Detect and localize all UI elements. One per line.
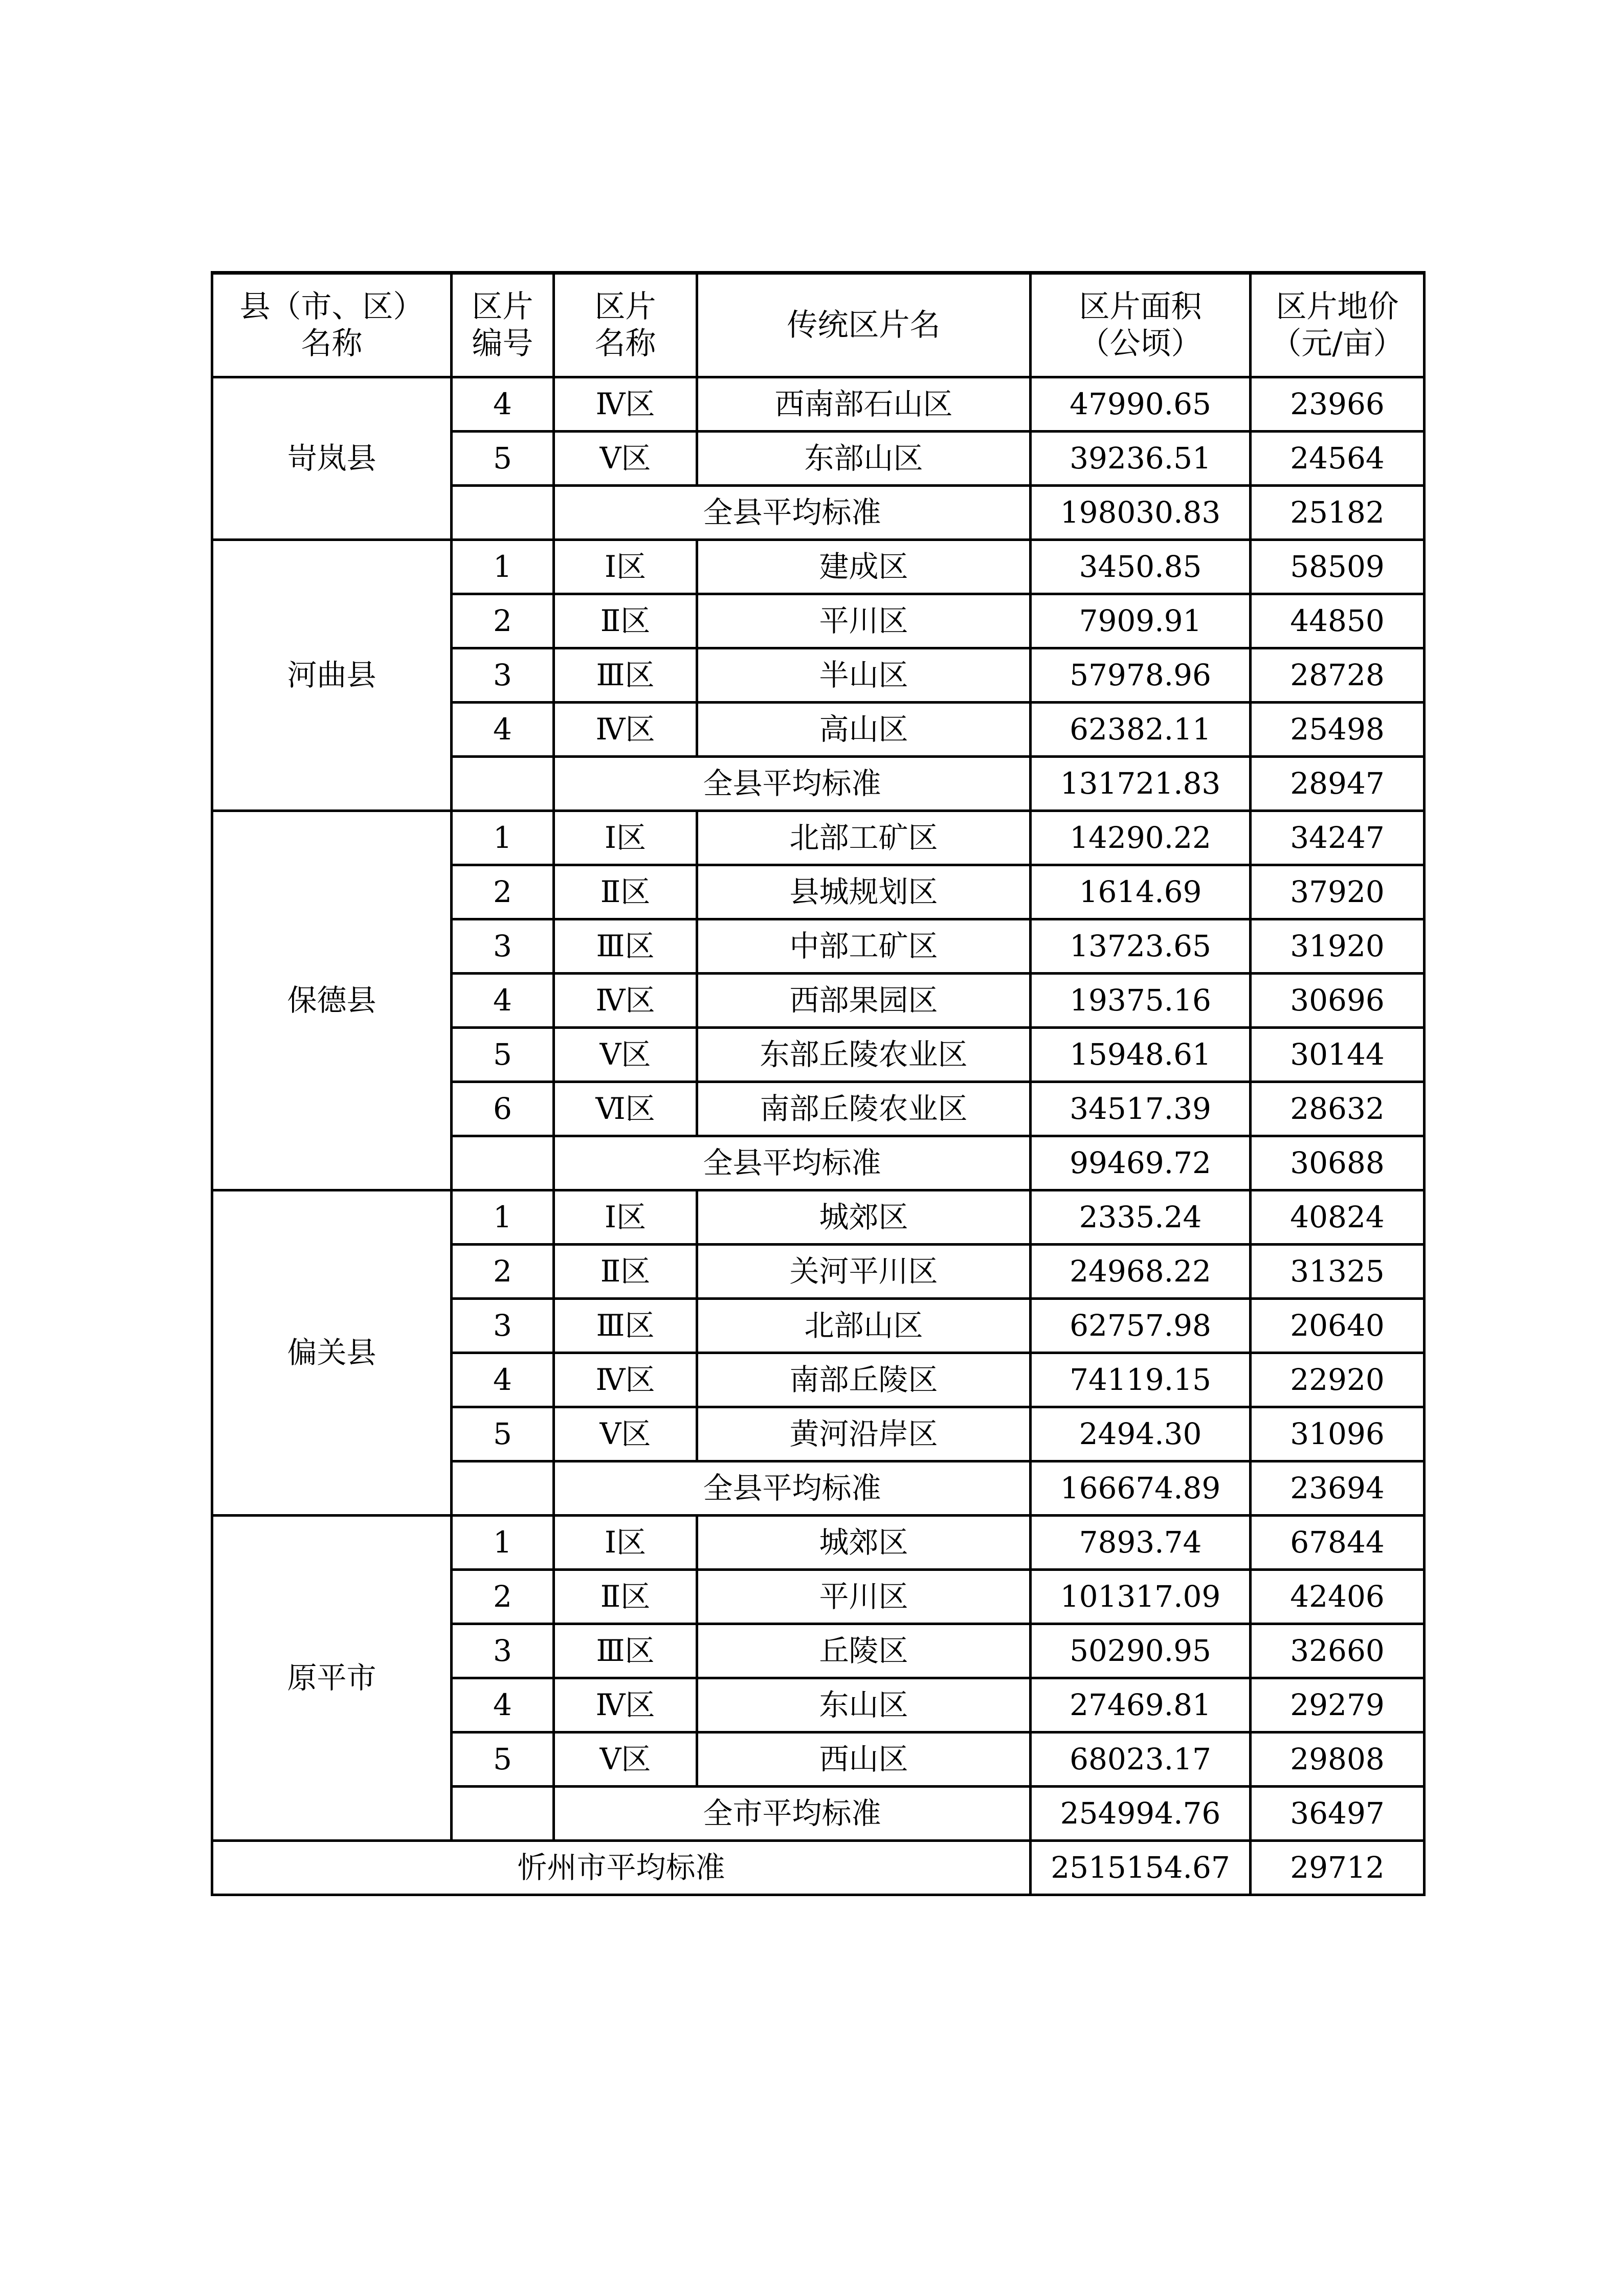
- zone-area: 14290.22: [1031, 811, 1251, 865]
- table-row: [212, 1516, 1425, 1570]
- zone-no: 5: [452, 1407, 554, 1461]
- traditional-name: 建成区: [697, 540, 1031, 594]
- summary-area: 99469.72: [1031, 1136, 1251, 1190]
- zone-area: 57978.96: [1031, 648, 1251, 703]
- header-area: [1031, 273, 1251, 377]
- zone-name: Ⅱ区: [554, 1570, 697, 1624]
- zone-price: 37920: [1251, 865, 1425, 919]
- summary-price: 28947: [1251, 757, 1425, 811]
- zone-area: 47990.65: [1031, 377, 1251, 432]
- header-traditional-name: 传统区片名: [697, 273, 1031, 377]
- zone-price: 34247: [1251, 811, 1425, 865]
- grand-total-area: 2515154.67: [1031, 1841, 1251, 1895]
- zone-area: 2494.30: [1031, 1407, 1251, 1461]
- table-row: [212, 377, 1425, 432]
- zone-no: 1: [452, 1516, 554, 1570]
- traditional-name: 东部山区: [697, 432, 1031, 486]
- header-zone-name: [554, 273, 697, 377]
- header-county: [212, 273, 452, 377]
- zone-price: 24564: [1251, 432, 1425, 486]
- summary-label: 全县平均标准: [554, 1136, 1031, 1190]
- zone-no: 3: [452, 648, 554, 703]
- zone-name: Ⅳ区: [554, 377, 697, 432]
- zone-price: 29808: [1251, 1732, 1425, 1787]
- header-county-line2: 名称: [301, 326, 363, 362]
- zone-area: 74119.15: [1031, 1353, 1251, 1407]
- traditional-name: 东山区: [697, 1678, 1031, 1732]
- zone-area: 27469.81: [1031, 1678, 1251, 1732]
- zone-price: 30696: [1251, 974, 1425, 1028]
- zone-name: Ⅳ区: [554, 703, 697, 757]
- county-name: 河曲县: [212, 540, 452, 811]
- header-zone-name-line2: 名称: [594, 326, 656, 362]
- zone-no: 1: [452, 1190, 554, 1245]
- county-name: 保德县: [212, 811, 452, 1190]
- zone-no: 2: [452, 1570, 554, 1624]
- zone-area: 15948.61: [1031, 1028, 1251, 1082]
- zone-no: 1: [452, 811, 554, 865]
- zone-name: Ⅰ区: [554, 540, 697, 594]
- empty-cell: [452, 1461, 554, 1516]
- zone-area: 1614.69: [1031, 865, 1251, 919]
- zone-price: 31920: [1251, 919, 1425, 974]
- zone-no: 4: [452, 974, 554, 1028]
- zone-no: 4: [452, 377, 554, 432]
- zone-area: 34517.39: [1031, 1082, 1251, 1136]
- zone-no: 4: [452, 1353, 554, 1407]
- header-price-line1: 区片地价: [1276, 289, 1399, 325]
- zone-price: 29279: [1251, 1678, 1425, 1732]
- zone-name: Ⅴ区: [554, 1732, 697, 1787]
- traditional-name: 西南部石山区: [697, 377, 1031, 432]
- zone-area: 7909.91: [1031, 594, 1251, 648]
- zone-price: 22920: [1251, 1353, 1425, 1407]
- traditional-name: 东部丘陵农业区: [697, 1028, 1031, 1082]
- zone-price: 28728: [1251, 648, 1425, 703]
- zone-price: 31096: [1251, 1407, 1425, 1461]
- county-name: 原平市: [212, 1516, 452, 1841]
- zone-area: 24968.22: [1031, 1245, 1251, 1299]
- zone-price: 30144: [1251, 1028, 1425, 1082]
- zone-no: 5: [452, 1732, 554, 1787]
- zone-name: Ⅰ区: [554, 1516, 697, 1570]
- summary-area: 198030.83: [1031, 486, 1251, 540]
- summary-area: 166674.89: [1031, 1461, 1251, 1516]
- zone-name: Ⅰ区: [554, 811, 697, 865]
- header-county-line1: 县（市、区）: [239, 289, 424, 325]
- header-zone-no-line1: 区片: [472, 289, 533, 325]
- county-name: 岢岚县: [212, 377, 452, 540]
- zone-price: 44850: [1251, 594, 1425, 648]
- zone-no: 4: [452, 703, 554, 757]
- traditional-name: 关河平川区: [697, 1245, 1031, 1299]
- zone-area: 101317.09: [1031, 1570, 1251, 1624]
- zone-name: Ⅱ区: [554, 865, 697, 919]
- summary-price: 36497: [1251, 1787, 1425, 1841]
- summary-label: 全县平均标准: [554, 1461, 1031, 1516]
- zone-price: 25498: [1251, 703, 1425, 757]
- zone-name: Ⅳ区: [554, 1678, 697, 1732]
- zone-price: 40824: [1251, 1190, 1425, 1245]
- header-zone-no-line2: 编号: [472, 326, 533, 362]
- zone-price: 42406: [1251, 1570, 1425, 1624]
- zone-price: 28632: [1251, 1082, 1425, 1136]
- zone-area: 19375.16: [1031, 974, 1251, 1028]
- traditional-name: 丘陵区: [697, 1624, 1031, 1678]
- zone-name: Ⅰ区: [554, 1190, 697, 1245]
- zone-name: Ⅲ区: [554, 648, 697, 703]
- traditional-name: 半山区: [697, 648, 1031, 703]
- zone-area: 62757.98: [1031, 1299, 1251, 1353]
- zone-area: 3450.85: [1031, 540, 1251, 594]
- table-row: [212, 1190, 1425, 1245]
- traditional-name: 黄河沿岸区: [697, 1407, 1031, 1461]
- table-row: [212, 811, 1425, 865]
- traditional-name: 西山区: [697, 1732, 1031, 1787]
- zone-name: Ⅲ区: [554, 1624, 697, 1678]
- zone-name: Ⅴ区: [554, 1407, 697, 1461]
- zone-area: 50290.95: [1031, 1624, 1251, 1678]
- traditional-name: 北部山区: [697, 1299, 1031, 1353]
- zone-no: 5: [452, 1028, 554, 1082]
- zone-no: 3: [452, 1624, 554, 1678]
- zone-no: 3: [452, 1299, 554, 1353]
- zone-area: 2335.24: [1031, 1190, 1251, 1245]
- traditional-name: 县城规划区: [697, 865, 1031, 919]
- header-area-line1: 区片面积: [1079, 289, 1202, 325]
- traditional-name: 中部工矿区: [697, 919, 1031, 974]
- traditional-name: 平川区: [697, 1570, 1031, 1624]
- empty-cell: [452, 1787, 554, 1841]
- zone-no: 1: [452, 540, 554, 594]
- zone-price: 67844: [1251, 1516, 1425, 1570]
- grand-total-row: [212, 1841, 1425, 1895]
- table-row: [212, 540, 1425, 594]
- zone-name: Ⅳ区: [554, 974, 697, 1028]
- zone-name: Ⅵ区: [554, 1082, 697, 1136]
- zone-no: 2: [452, 865, 554, 919]
- zone-no: 4: [452, 1678, 554, 1732]
- traditional-name: 城郊区: [697, 1190, 1031, 1245]
- zone-no: 2: [452, 1245, 554, 1299]
- summary-label: 全县平均标准: [554, 757, 1031, 811]
- zone-price: 23966: [1251, 377, 1425, 432]
- zone-area: 68023.17: [1031, 1732, 1251, 1787]
- zone-name: Ⅱ区: [554, 594, 697, 648]
- county-name: 偏关县: [212, 1190, 452, 1516]
- empty-cell: [452, 1136, 554, 1190]
- zone-name: Ⅳ区: [554, 1353, 697, 1407]
- header-zone-no: [452, 273, 554, 377]
- zone-name: Ⅱ区: [554, 1245, 697, 1299]
- summary-label: 全市平均标准: [554, 1787, 1031, 1841]
- summary-area: 131721.83: [1031, 757, 1251, 811]
- zone-name: Ⅴ区: [554, 432, 697, 486]
- zone-price: 31325: [1251, 1245, 1425, 1299]
- summary-price: 25182: [1251, 486, 1425, 540]
- traditional-name: 西部果园区: [697, 974, 1031, 1028]
- zone-no: 2: [452, 594, 554, 648]
- header-zone-name-line1: 区片: [594, 289, 656, 325]
- zone-price: 32660: [1251, 1624, 1425, 1678]
- empty-cell: [452, 486, 554, 540]
- header-price-line2: （元/亩）: [1271, 326, 1404, 362]
- traditional-name: 北部工矿区: [697, 811, 1031, 865]
- header-price: [1251, 273, 1425, 377]
- traditional-name: 南部丘陵农业区: [697, 1082, 1031, 1136]
- grand-total-label: 忻州市平均标准: [212, 1841, 1031, 1895]
- zone-price: 58509: [1251, 540, 1425, 594]
- zone-name: Ⅲ区: [554, 919, 697, 974]
- zone-area: 39236.51: [1031, 432, 1251, 486]
- zone-name: Ⅲ区: [554, 1299, 697, 1353]
- header-row: [212, 273, 1425, 377]
- summary-area: 254994.76: [1031, 1787, 1251, 1841]
- zone-no: 3: [452, 919, 554, 974]
- zone-name: Ⅴ区: [554, 1028, 697, 1082]
- zone-area: 62382.11: [1031, 703, 1251, 757]
- grand-total-price: 29712: [1251, 1841, 1425, 1895]
- summary-price: 30688: [1251, 1136, 1425, 1190]
- zone-no: 5: [452, 432, 554, 486]
- summary-price: 23694: [1251, 1461, 1425, 1516]
- traditional-name: 南部丘陵区: [697, 1353, 1031, 1407]
- zone-no: 6: [452, 1082, 554, 1136]
- traditional-name: 高山区: [697, 703, 1031, 757]
- land-price-table: [211, 271, 1426, 1896]
- traditional-name: 平川区: [697, 594, 1031, 648]
- zone-area: 13723.65: [1031, 919, 1251, 974]
- summary-label: 全县平均标准: [554, 486, 1031, 540]
- traditional-name: 城郊区: [697, 1516, 1031, 1570]
- zone-price: 20640: [1251, 1299, 1425, 1353]
- zone-area: 7893.74: [1031, 1516, 1251, 1570]
- empty-cell: [452, 757, 554, 811]
- header-area-line2: （公顷）: [1079, 326, 1202, 362]
